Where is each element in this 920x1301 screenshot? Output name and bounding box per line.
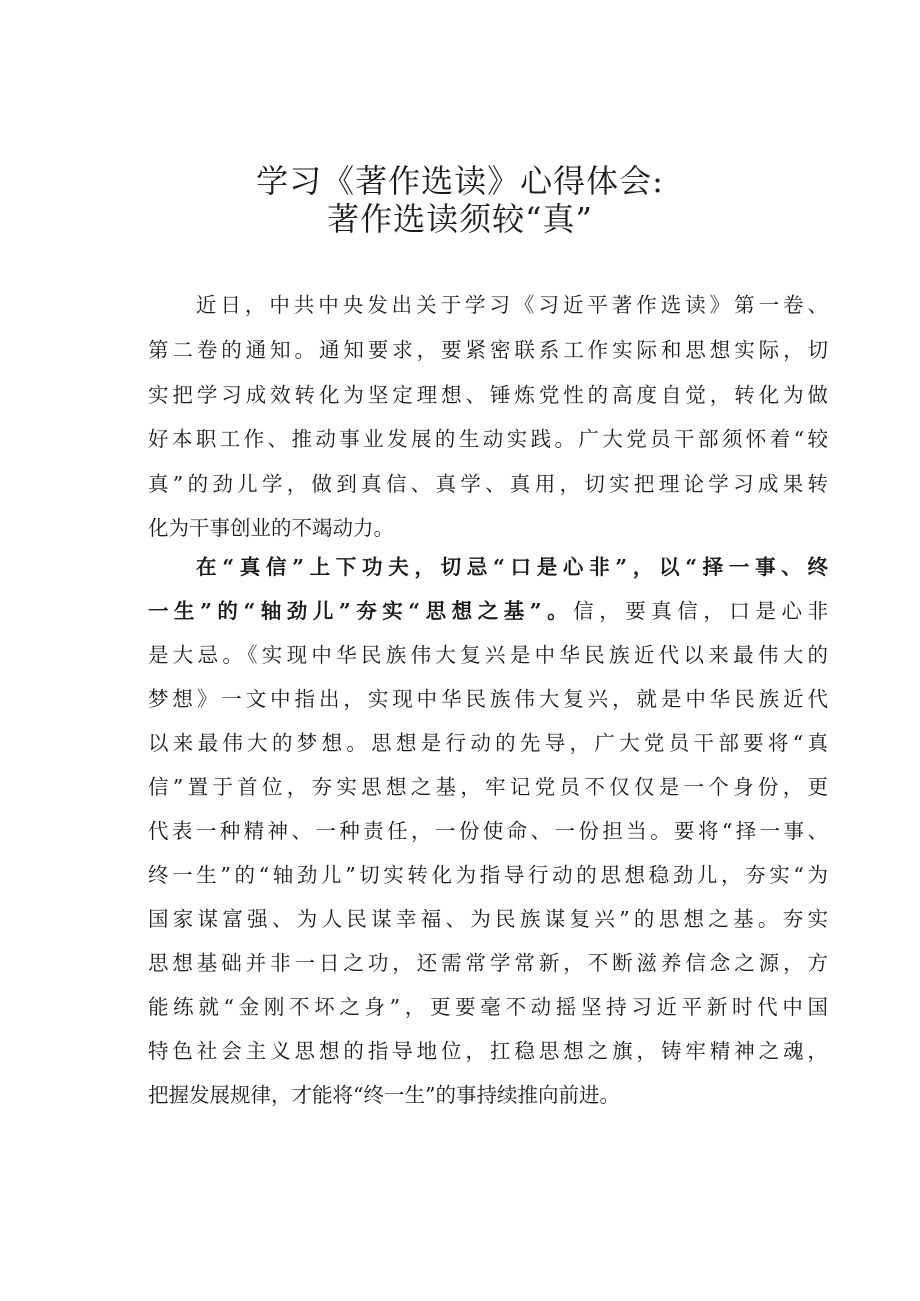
paragraph-line: 特色社会主义思想的指导地位，扛稳思想之旗，铸牢精神之魂，	[148, 1039, 828, 1063]
paragraph-line: 近日，中共中央发出关于学习《习近平著作选读》第一卷、	[196, 293, 828, 317]
paragraph-line: 能练就“金刚不坏之身”，更要毫不动摇坚持习近平新时代中国	[148, 995, 828, 1019]
paragraph-line: 以来最伟大的梦想。思想是行动的先导，广大党员干部要将“真	[148, 731, 828, 755]
paragraph-line: 化为干事创业的不竭动力。	[148, 516, 394, 540]
paragraph-line: 思想基础并非一日之功，还需常学常新，不断滋养信念之源，方	[148, 951, 828, 975]
paragraph-line: 是大忌。《实现中华民族伟大复兴是中华民族近代以来最伟大的	[148, 643, 828, 667]
paragraph-line: 终一生”的“轴劲儿”切实转化为指导行动的思想稳劲儿，夯实“为	[148, 863, 828, 887]
paragraph-line: 国家谋富强、为人民谋幸福、为民族谋复兴”的思想之基。夯实	[148, 907, 828, 931]
paragraph-line: 信”置于首位，夯实思想之基，牢记党员不仅仅是一个身份，更	[148, 775, 828, 799]
paragraph-line: 梦想》一文中指出，实现中华民族伟大复兴，就是中华民族近代	[148, 687, 828, 711]
paragraph-line: 真”的劲儿学，做到真信、真学、真用，切实把理论学习成果转	[148, 472, 828, 496]
paragraph-line: 好本职工作、推动事业发展的生动实践。广大党员干部须怀着“较	[148, 427, 828, 451]
paragraph-heading-tail: 一生”的“轴劲儿”夯实“思想之基”。	[148, 599, 574, 623]
paragraph-heading-line: 在“真信”上下功夫，切忌“口是心非”，以“择一事、终	[196, 555, 828, 579]
paragraph-text: 信，要真信，口是心非	[573, 599, 828, 623]
paragraph-line: 实把学习成效转化为坚定理想、锤炼党性的高度自觉，转化为做	[148, 383, 828, 407]
paragraph-line: 代表一种精神、一种责任，一份使命、一份担当。要将“择一事、	[148, 819, 828, 843]
paragraph-line: 把握发展规律，才能将“终一生”的事持续推向前进。	[148, 1083, 620, 1107]
paragraph-line: 第二卷的通知。通知要求，要紧密联系工作实际和思想实际，切	[148, 338, 828, 362]
title-line-2: 著作选读须较“真”	[327, 200, 593, 238]
paragraph-line	[148, 596, 828, 626]
title-line-1: 学习《著作选读》心得体会:	[256, 162, 664, 200]
